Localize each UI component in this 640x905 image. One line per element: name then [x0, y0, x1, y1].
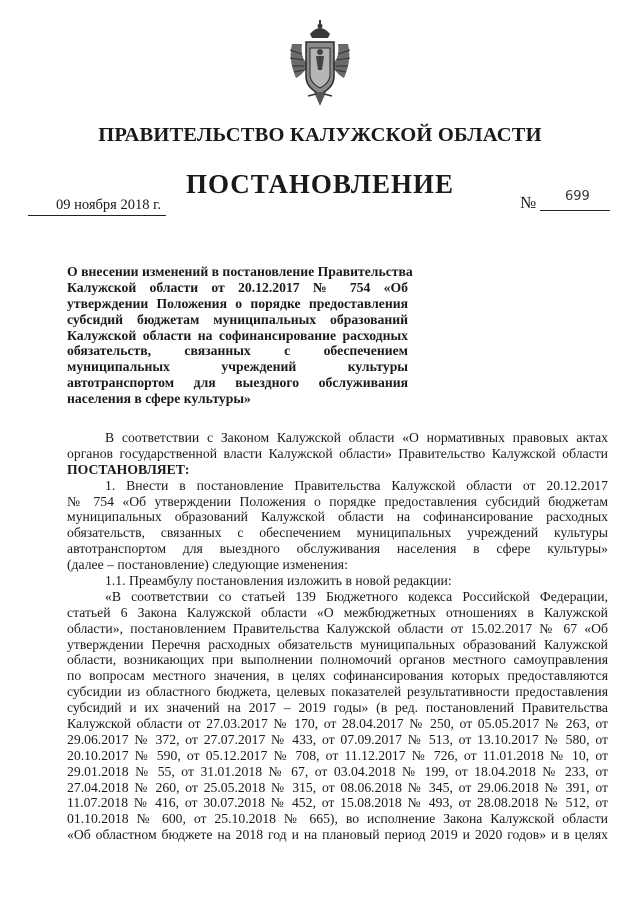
document-body — [67, 430, 608, 843]
body-line: 11.07.2018 № 416, от 30.07.2018 № 452, от 15.08.2018 № 493, от 28.08.2018 № 512, от — [67, 795, 608, 811]
body-line: «Об областном бюджете на 2018 год и на плановый период 2019 и 2020 годов» и в целях — [67, 827, 608, 843]
body-line: обязательств, связанных с обеспечением муниципальных учреждений культуры — [67, 525, 608, 541]
subject-line: утверждении Положения о порядке предоставления — [67, 295, 408, 311]
subject-line: О внесении изменений в постановление Правительства — [67, 264, 413, 279]
coat-of-arms-emblem — [286, 20, 354, 108]
number-label: № — [520, 193, 537, 212]
body-line: области, возникающих при выполнении полномочий органов местного самоуправления — [67, 652, 608, 668]
document-date: 09 ноября 2018 г. — [56, 197, 162, 213]
subject-line: населения в сфере культуры» — [67, 391, 251, 407]
number-underline — [540, 210, 610, 211]
body-line: 20.10.2017 № 590, от 05.12.2017 № 708, от 11.12.2017 № 726, от 11.01.2018 № 10, от — [67, 747, 608, 763]
body-line: утверждении Перечня расходных обязательств муниципальных образований Калужской — [67, 636, 608, 652]
subject-line: автотранспортом для выездного обслуживания — [67, 375, 408, 391]
subject-line: обязательств, связанных с обеспечением — [67, 343, 408, 359]
body-line: 1. Внести в постановление Правительства Калужской области от 20.12.2017 — [105, 477, 608, 493]
body-line: ПОСТАНОВЛЯЕТ: — [67, 461, 190, 477]
body-line: В соответствии с Законом Калужской области «О нормативных правовых актах — [105, 430, 608, 445]
body-line: № 754 «Об утверждении Положения о порядке предоставления субсидий бюджетам — [67, 493, 608, 509]
subject-line: Калужской области от 20.12.2017 № 754 «Об — [67, 279, 408, 295]
body-line: субсидий и их значений на 2017 – 2019 годы» (в ред. постановлений Правительства — [67, 700, 608, 716]
body-line: (далее – постановление) следующие изменения: — [67, 557, 348, 573]
body-line: 27.04.2018 № 260, от 25.05.2018 № 315, от 08.06.2018 № 345, от 29.06.2018 № 391, от — [67, 779, 608, 795]
body-line: автотранспортом для выездного обслуживания населения в сфере культуры» — [67, 541, 608, 557]
body-line: органов государственной власти Калужской области» Правительство Калужской области — [67, 445, 608, 461]
body-line: субсидии из областного бюджета, целевых показателей результативности предоставления — [67, 684, 608, 700]
body-line: статьей 6 Закона Калужской области «О межбюджетных отношениях в Калужской — [67, 604, 608, 620]
body-line: 01.10.2018 № 600, от 25.10.2018 № 665), во исполнение Закона Калужской области — [67, 811, 608, 827]
body-line: 29.01.2018 № 55, от 31.01.2018 № 67, от 03.04.2018 № 199, от 18.04.2018 № 233, от — [67, 763, 608, 779]
body-line: области», постановлением Правительства Калужской области от 15.02.2017 № 67 «Об — [67, 620, 608, 636]
subject-line: муниципальных учреждений культуры — [67, 359, 408, 375]
date-underline — [28, 215, 166, 216]
document-number: 699 — [565, 189, 590, 204]
subject-block — [67, 264, 413, 407]
body-line: муниципальных образований Калужской области на софинансирование расходных — [67, 509, 608, 525]
body-line: Калужской области от 27.03.2017 № 170, от 28.04.2017 № 250, от 05.05.2017 № 263, от — [67, 716, 608, 732]
document-type-title: ПОСТАНОВЛЕНИЕ — [185, 169, 455, 199]
body-line: 29.06.2017 № 372, от 27.07.2017 № 433, от 07.09.2017 № 513, от 13.10.2017 № 580, от — [67, 731, 608, 747]
body-line: по вопросам местного значения, в целях софинансирования которых предоставляются — [67, 668, 608, 684]
subject-line: субсидий бюджетам муниципальных образований — [67, 311, 408, 327]
body-line: 1.1. Преамбулу постановления изложить в новой редакции: — [105, 573, 452, 589]
government-name: ПРАВИТЕЛЬСТВО КАЛУЖСКОЙ ОБЛАСТИ — [98, 124, 542, 146]
body-line: «В соответствии со статьей 139 Бюджетного кодекса Российской Федерации, — [105, 588, 608, 604]
subject-line: Калужской области на софинансирование расходных — [67, 327, 408, 343]
